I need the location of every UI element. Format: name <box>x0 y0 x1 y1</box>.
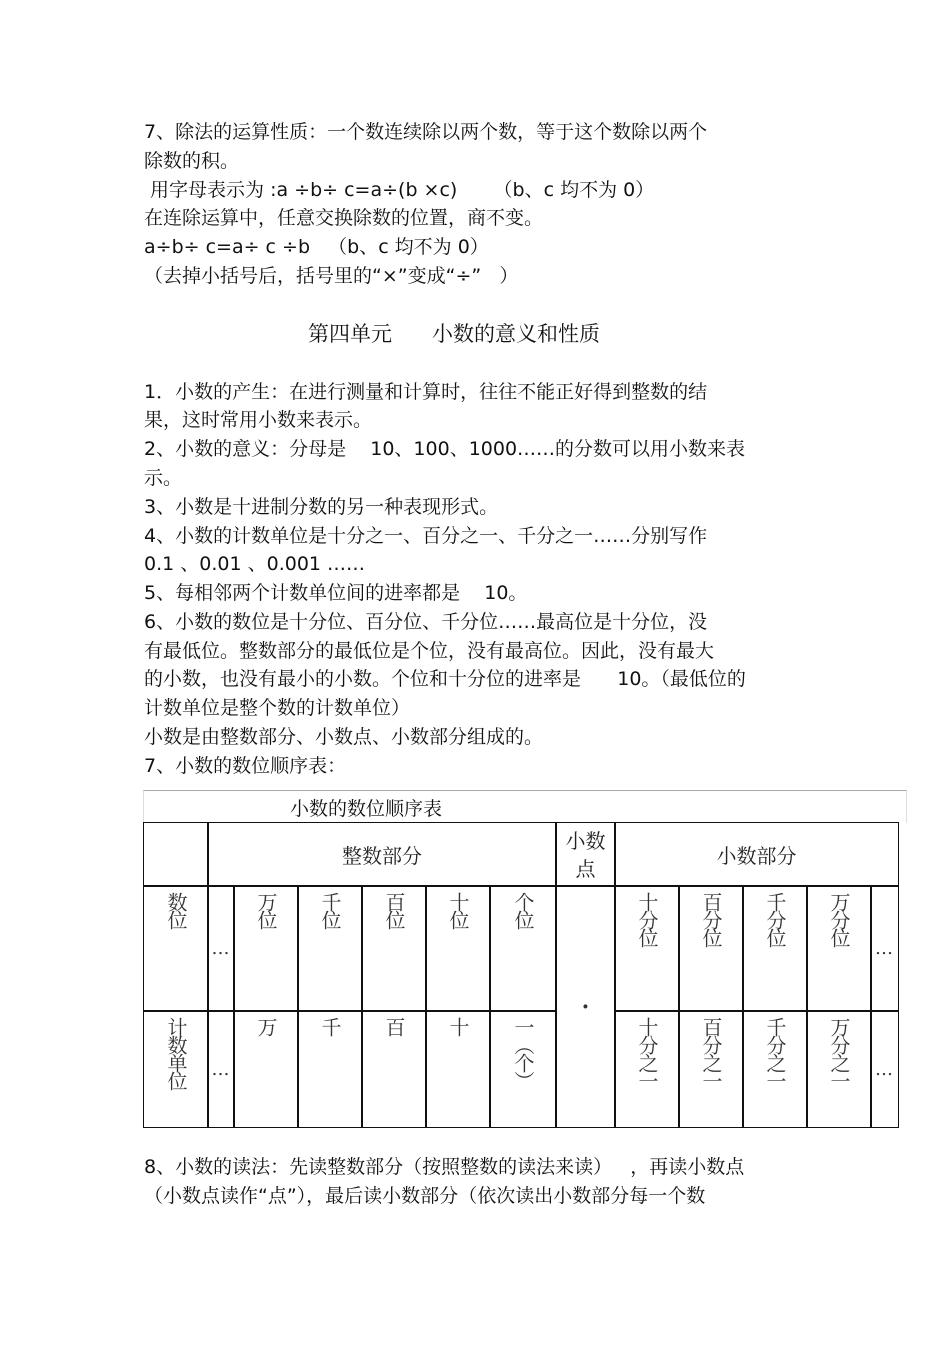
unit-cell: 百分之一 <box>678 1010 744 1128</box>
place-cell: 千位 <box>297 885 363 1012</box>
text-line: 8、小数的读法：先读整数部分（按照整数的读法来读） ，再读小数点 <box>144 1156 745 1178</box>
unit-title: 第四单元 小数的意义和性质 <box>308 322 601 346</box>
integer-part-header: 整数部分 <box>207 822 557 887</box>
place-cell: 十分位 <box>614 885 680 1012</box>
ellipsis-cell: … <box>870 1010 899 1128</box>
point-line: 2、小数的意义：分母是 10、100、1000……的分数可以用小数来表 <box>144 438 746 460</box>
unit-cell: 百 <box>361 1010 427 1128</box>
point-line: 6、小数的数位是十分位、百分位、千分位……最高位是十分位，没 <box>144 611 708 633</box>
row-label-place: 数位 <box>143 885 209 1012</box>
place-cell: 百位 <box>361 885 427 1012</box>
decimal-point-header: 小数点 <box>555 822 616 887</box>
unit-cell: 一（个） <box>489 1010 557 1128</box>
point-line: 5、每相邻两个计数单位间的进率都是 10。 <box>144 582 528 604</box>
unit-cell: 千分之一 <box>742 1010 808 1128</box>
point-line: 3、小数是十进制分数的另一种表现形式。 <box>144 496 499 518</box>
place-cell: 百分位 <box>678 885 744 1012</box>
corner-cell <box>143 822 209 887</box>
place-cell: 个位 <box>489 885 557 1012</box>
point-line: 4、小数的计数单位是十分之一、百分之一、千分之一……分别写作 <box>144 525 708 547</box>
text-line: 除数的积。 <box>144 150 240 172</box>
decimal-point-cell: · <box>555 885 616 1128</box>
unit-cell: 万分之一 <box>806 1010 872 1128</box>
row-label-unit: 计数单位 <box>143 1010 209 1128</box>
table-caption: 小数的数位顺序表 <box>290 798 443 820</box>
unit-cell: 万 <box>233 1010 299 1128</box>
place-cell: 千分位 <box>742 885 808 1012</box>
place-cell: 万位 <box>233 885 299 1012</box>
text-line: （去掉小括号后，括号里的“×”变成“÷” ） <box>144 265 519 287</box>
point-line: 有最低位。整数部分的最低位是个位，没有最高位。因此，没有最大 <box>144 640 715 662</box>
formula-line: a÷b÷ c=a÷ c ÷b （b、c 均不为 0） <box>144 236 489 258</box>
text-line: 在连除运算中，任意交换除数的位置，商不变。 <box>144 207 544 229</box>
text-line: 7、除法的运算性质：一个数连续除以两个数，等于这个数除以两个 <box>144 121 708 143</box>
place-value-table <box>143 790 905 1140</box>
point-line: 果，这时常用小数来表示。 <box>144 409 373 431</box>
point-line: 0.1 、0.01 、0.001 …… <box>144 553 366 575</box>
ellipsis-cell: … <box>870 885 899 1012</box>
unit-cell: 十 <box>425 1010 491 1128</box>
formula-line: 用字母表示为 :a ÷b÷ c=a÷(b ×c) （b、c 均不为 0） <box>144 179 655 201</box>
unit-cell: 千 <box>297 1010 363 1128</box>
place-cell: 十位 <box>425 885 491 1012</box>
point-line: 的小数，也没有最小的小数。个位和十分位的进率是 10。（最低位的 <box>144 668 746 690</box>
table-caption-area <box>143 790 907 823</box>
ellipsis-cell: … <box>207 885 235 1012</box>
place-cell: 万分位 <box>806 885 872 1012</box>
point-line: 1．小数的产生：在进行测量和计算时，往往不能正好得到整数的结 <box>144 381 708 403</box>
text-line: （小数点读作“点”），最后读小数部分（依次读出小数部分每一个数 <box>144 1185 706 1207</box>
point-line: 示。 <box>144 467 183 489</box>
decimal-part-header: 小数部分 <box>614 822 899 887</box>
point-line: 7、小数的数位顺序表： <box>144 755 347 777</box>
ellipsis-cell: … <box>207 1010 235 1128</box>
point-line: 计数单位是整个数的计数单位） <box>144 697 411 719</box>
unit-cell: 十分之一 <box>614 1010 680 1128</box>
point-line: 小数是由整数部分、小数点、小数部分组成的。 <box>144 726 544 748</box>
table-grid <box>143 822 899 1128</box>
